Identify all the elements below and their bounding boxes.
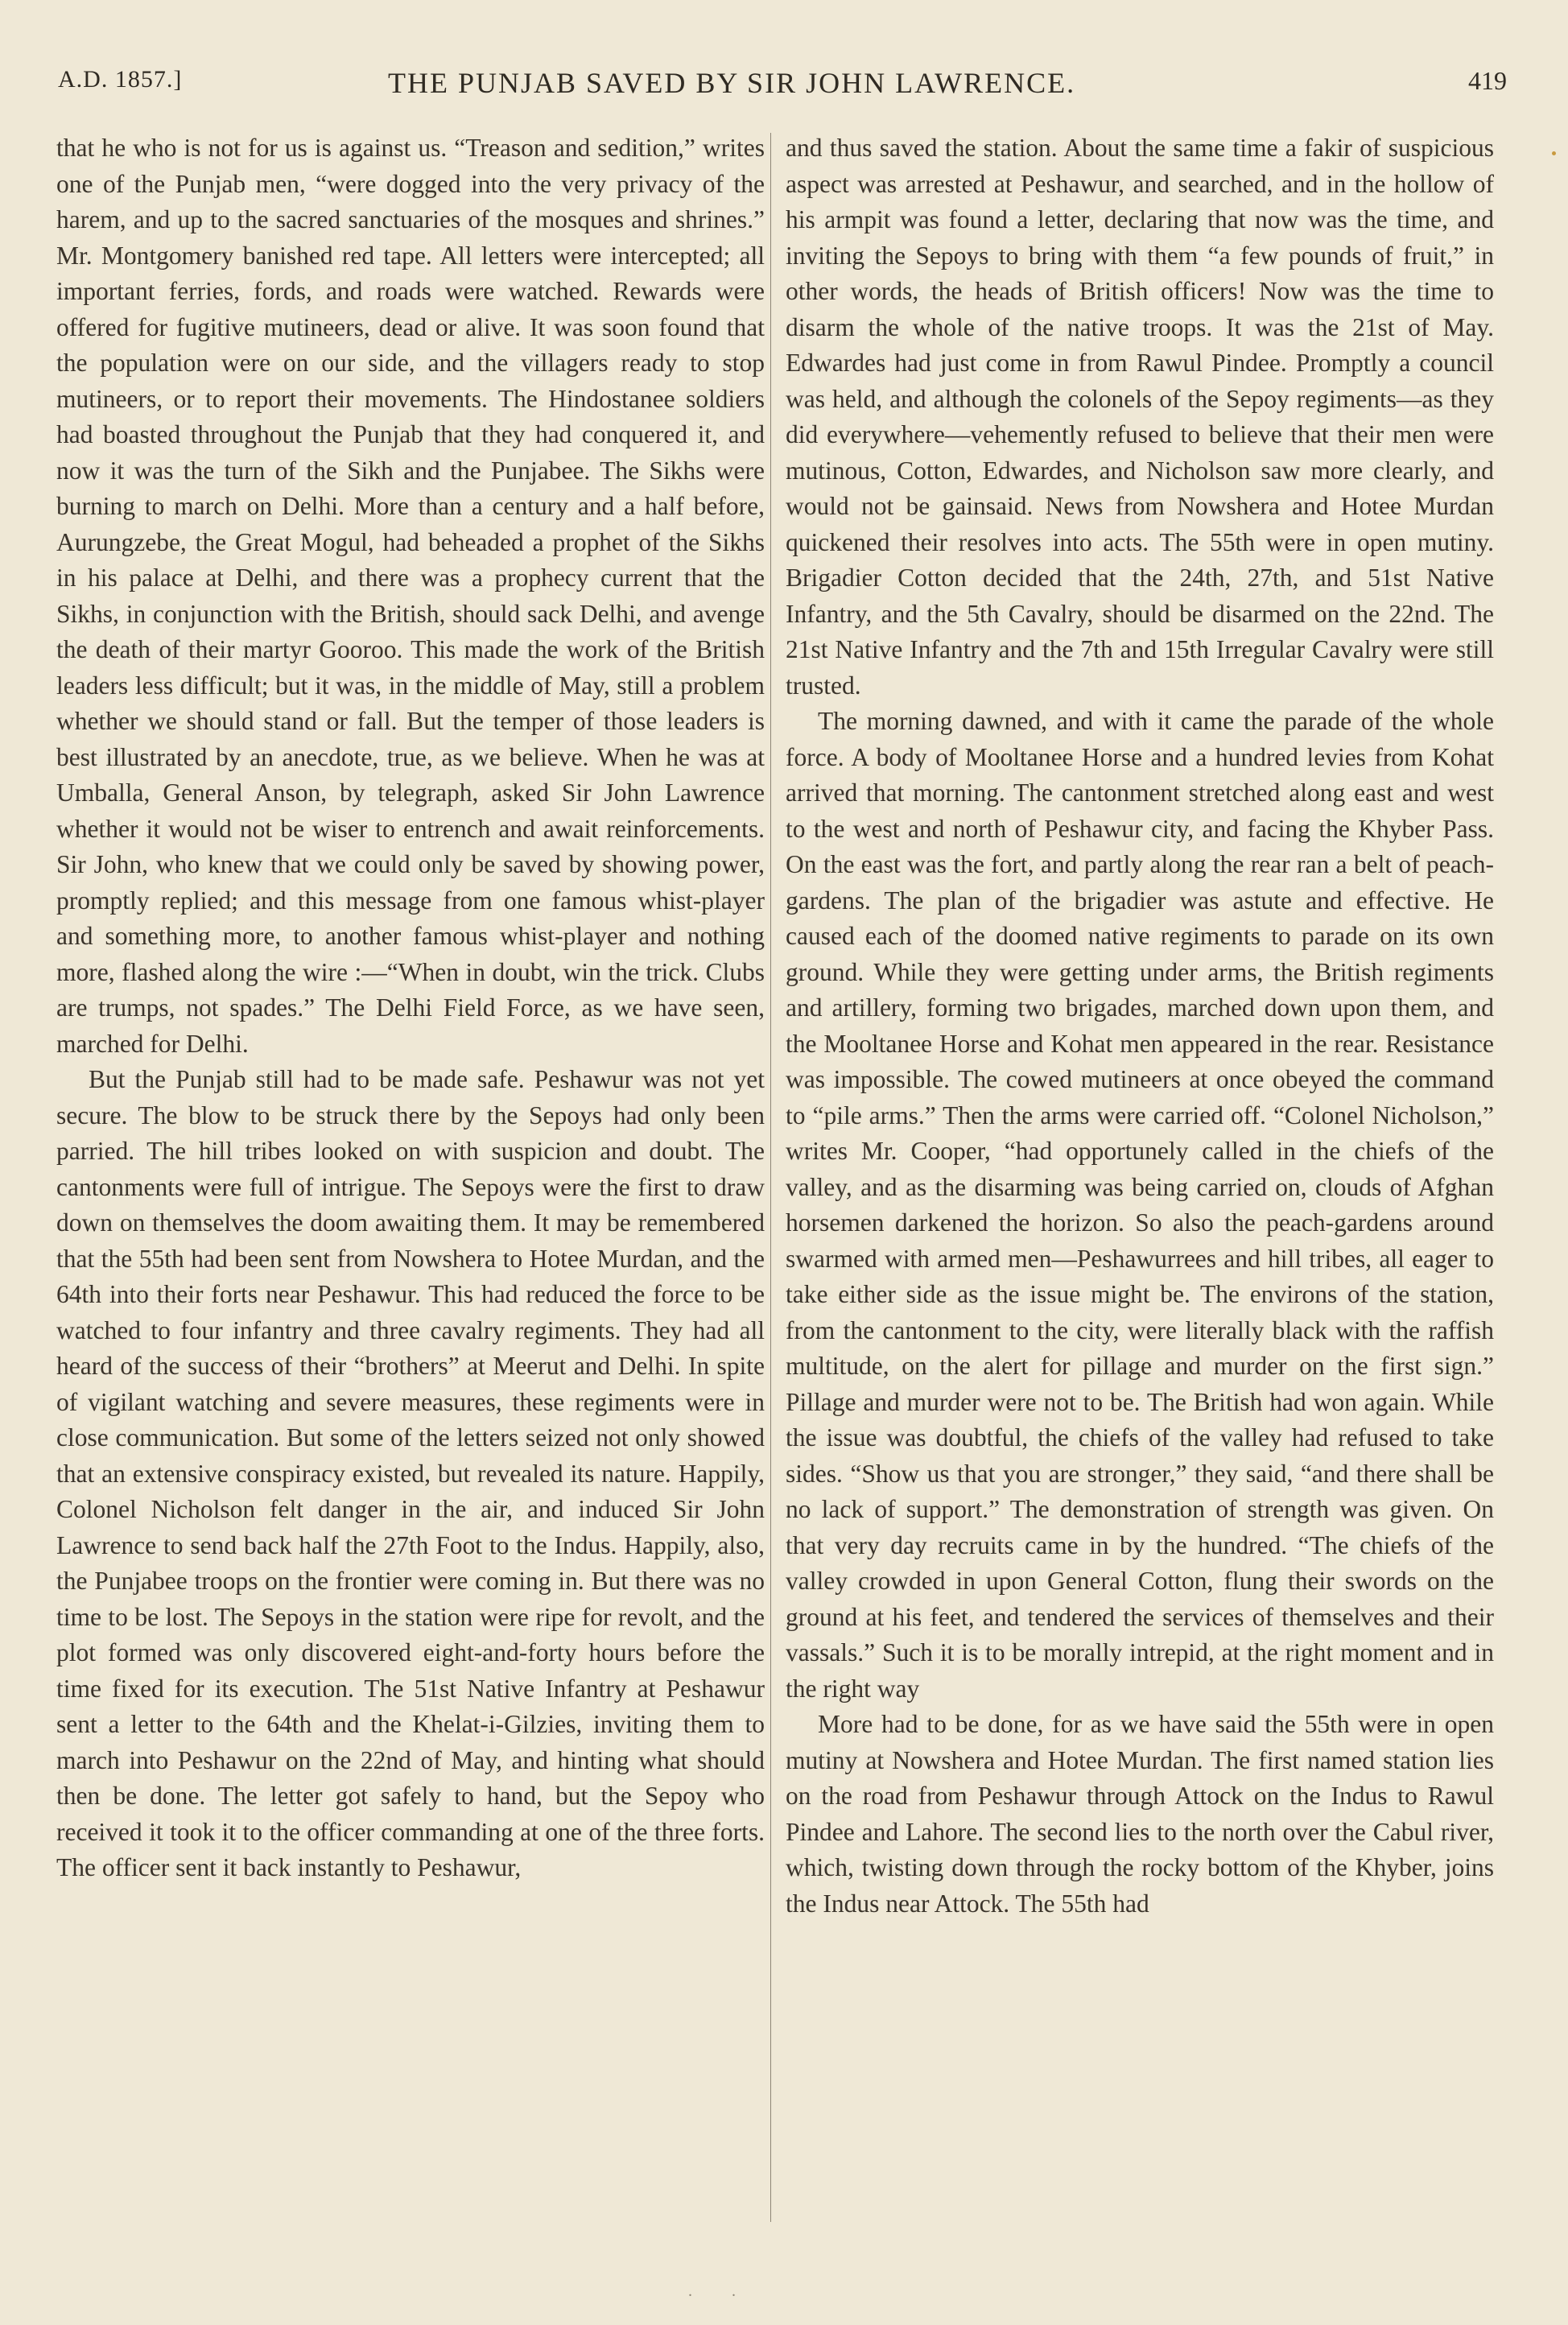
paragraph: More had to be done, for as we have said the 55th were in open mutiny at Nowshera and Hotee Murdan. The first named station lies on the road from Peshawur through Attock on the Indus to Rawul Pindee and Lahore. The second lies to the north over the Cabul river, which, twisting down through the rocky bottom of the Khyber, joins the Indus near Attock. The 55th had bbox=[786, 1710, 1494, 1918]
left-column bbox=[56, 130, 765, 2232]
running-head bbox=[58, 66, 1507, 106]
right-column bbox=[786, 130, 1494, 2232]
header-title: THE PUNJAB SAVED BY SIR JOHN LAWRENCE. bbox=[388, 67, 1076, 99]
page-number: 419 bbox=[1468, 66, 1507, 95]
paragraph: and thus saved the station. About the same time a fakir of suspicious aspect was arrested at Peshawur, and searched, and in the hollow of his armpit was found a letter, declaring that now was the time, and inviting the Sepoys to bring with them “a few pounds of fruit,” in other words, the heads of British officers! Now was the time to disarm the whole of the native troops. It was the 21st of May. Edwardes had just come in from Rawul Pindee. Promptly a council was held, and although the colonels of the Sepoy regiments—as they did everywhere—vehemently refused to believe that their men were mutinous, Cotton, Edwardes, and Nicholson saw more clearly, and would not be gainsaid. News from Nowshera and Hotee Murdan quickened their resolves into acts. The 55th were in open mutiny. Brigadier Cotton decided that the 24th, 27th, and 51st Native Infantry, and the 5th Cavalry, should be disarmed on the 22nd. The 21st Native Infantry and the 7th and 15th Irregular Cavalry were still trusted. bbox=[786, 134, 1494, 700]
header-date: A.D. 1857.] bbox=[58, 66, 183, 93]
column-divider bbox=[770, 133, 771, 2222]
footer-marks: . . bbox=[688, 2282, 753, 2300]
paragraph: But the Punjab still had to be made safe. Peshawur was not yet secure. The blow to be struck there by the Sepoys had only been parried. The hill tribes looked on with suspicion and doubt. The cantonments were full of intrigue. The Sepoys were the first to draw down on themselves the doom awaiting them. It may be remembered that the 55th had been sent from Nowshera to Hotee Murdan, and the 64th into their forts near Peshawur. This had reduced the force to be watched to four infantry and three cavalry regiments. They had all heard of the success of their “brothers” at Meerut and Delhi. In spite of vigilant watching and severe measures, these regiments were in close communication. But some of the letters seized not only showed that an extensive conspiracy existed, but revealed its nature. Happily, Colonel Nicholson felt danger in the air, and induced Sir John Lawrence to send back half the 27th Foot to the Indus. Happily, also, the Punjabee troops on the frontier were coming in. But there was no time to be lost. The Sepoys in the station were ripe for revolt, and the plot formed was only discovered eight-and-forty hours before the time fixed for its execution. The 51st Native Infantry at Peshawur sent a letter to the 64th and the Khelat-i-Gilzies, inviting them to march into Peshawur on the 22nd of May, and hinting what should then be done. The letter got safely to hand, but the Sepoy who received it took it to the officer commanding at one of the three forts. The officer sent it back instantly to Peshawur, bbox=[56, 1065, 765, 1881]
paragraph: The morning dawned, and with it came the parade of the whole force. A body of Mooltanee Horse and a hundred levies from Kohat arrived that morning. The cantonment stretched along east and west to the west and north of Peshawur city, and facing the Khyber Pass. On the east was the fort, and partly along the rear ran a belt of peach-gardens. The plan of the brigadier was astute and effective. He caused each of the doomed native regiments to parade on its own ground. While they were getting under arms, the British regiments and artillery, forming two brigades, marched down upon them, and the Mooltanee Horse and Kohat men appeared in the rear. Resistance was impossible. The cowed mutineers at once obeyed the command to “pile arms.” Then the arms were carried off. “Colonel Nicholson,” writes Mr. Cooper, “had opportunely called in the chiefs of the valley, and as the disarming was being carried on, clouds of Afghan horsemen darkened the horizon. So also the peach-gardens around swarmed with armed men—Peshawurrees and hill tribes, all eager to take either side as the issue might be. The environs of the station, from the cantonment to the city, were literally black with the raffish multitude, on the alert for pillage and murder on the first sign.” Pillage and murder were not to be. The British had won again. While the issue was doubtful, the chiefs of the valley had refused to take sides. “Show us that you are stronger,” they said, “and there shall be no lack of support.” The demonstration of strength was given. On that very day recruits came in by the hundred. “The chiefs of the valley crowded in upon General Cotton, flung their swords on the ground at his feet, and tendered the services of themselves and their vassals.” Such it is to be morally intrepid, at the right moment and in the right way bbox=[786, 707, 1494, 1703]
paper-stain bbox=[1552, 151, 1556, 155]
paragraph: that he who is not for us is against us. “Treason and sedition,” writes one of the Punjab men, “were dogged into the very privacy of the harem, and up to the sacred sanctuaries of the mosques and shrines.” Mr. Montgomery banished red tape. All letters were intercepted; all important ferries, fords, and roads were watched. Rewards were offered for fugitive mutineers, dead or alive. It was soon found that the population were on our side, and the villagers ready to stop mutineers, or to report their movements. The Hindostanee soldiers had boasted throughout the Punjab that they had conquered it, and now it was the turn of the Sikh and the Punjabee. The Sikhs were burning to march on Delhi. More than a century and a half before, Aurungzebe, the Great Mogul, had beheaded a prophet of the Sikhs in his palace at Delhi, and there was a prophecy current that the Sikhs, in conjunction with the British, should sack Delhi, and avenge the death of their martyr Gooroo. This made the work of the British leaders less difficult; but it was, in the middle of May, still a problem whether we should stand or fall. But the temper of those leaders is best illustrated by an anecdote, true, as we believe. When he was at Umballa, General Anson, by telegraph, asked Sir John Lawrence whether it would not be wiser to entrench and await reinforcements. Sir John, who knew that we could only be saved by showing power, promptly replied; and this message from one famous whist-player and something more, to another famous whist-player and nothing more, flashed along the wire :—“When in doubt, win the trick. Clubs are trumps, not spades.” The Delhi Field Force, as we have seen, marched for Delhi. bbox=[56, 134, 765, 1058]
